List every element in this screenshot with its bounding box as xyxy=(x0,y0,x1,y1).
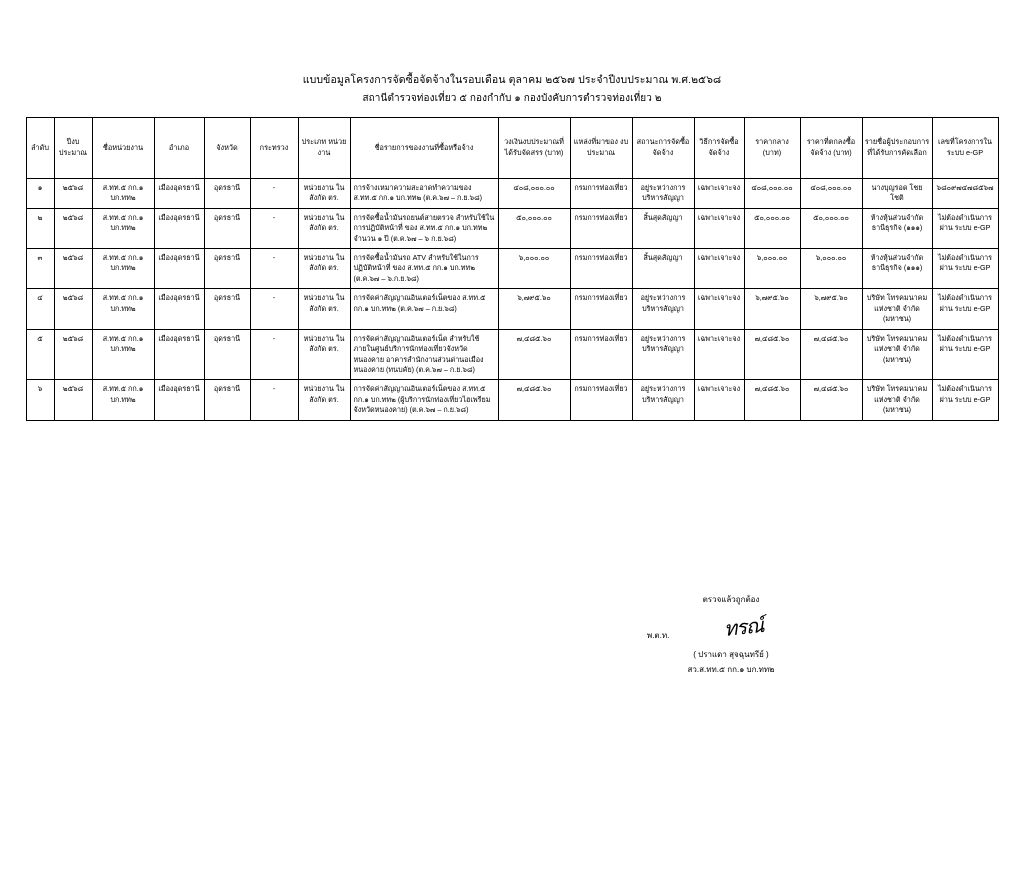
col-header-status: สถานะการจัดซื้อ จัดจ้าง xyxy=(632,117,694,178)
cell-method: เฉพาะเจาะจง xyxy=(694,329,744,380)
cell-fiscal-year: ๒๕๖๘ xyxy=(54,380,92,420)
cell-agency-type: หน่วยงาน ในสังกัด ตร. xyxy=(298,289,350,329)
page-subtitle: สถานีตำรวจท่องเที่ยว ๕ กองกำกับ ๑ กองบังคับการตำรวจท่องเที่ยว ๒ xyxy=(362,92,662,104)
signature-mark: ทรณ์ xyxy=(722,615,765,642)
cell-method: เฉพาะเจาะจง xyxy=(694,249,744,289)
cell-budget: ๕๐,๐๐๐.๐๐ xyxy=(498,208,570,248)
cell-ministry: - xyxy=(250,329,298,380)
procurement-table xyxy=(26,117,999,421)
cell-fiscal-year: ๒๕๖๘ xyxy=(54,329,92,380)
cell-fiscal-year: ๒๕๖๘ xyxy=(54,208,92,248)
cell-agency: ส.ทท.๕ กก.๑ บก.ทท๒ xyxy=(92,249,154,289)
cell-agency-type: หน่วยงาน ในสังกัด ตร. xyxy=(298,380,350,420)
cell-ministry: - xyxy=(250,178,298,208)
cell-status: อยู่ระหว่างการ บริหารสัญญา xyxy=(632,329,694,380)
col-header-item: ชื่อรายการของงานที่ซื้อหรือจ้าง xyxy=(350,117,498,178)
col-header-vendor: รายชื่อผู้ประกอบการที่ได้รับการคัดเลือก xyxy=(862,117,932,178)
table-row xyxy=(26,380,998,420)
cell-agency-type: หน่วยงาน ในสังกัด ตร. xyxy=(298,329,350,380)
cell-agreed-price: ๖,๗๙๕.๖๐ xyxy=(800,289,862,329)
col-header-ministry: กระทรวง xyxy=(250,117,298,178)
cell-budget-source: กรมการท่องเที่ยว xyxy=(570,178,632,208)
cell-budget-source: กรมการท่องเที่ยว xyxy=(570,249,632,289)
cell-item: การจัดค่าสัญญาณอินเตอร์เน็ตของ ส.ทท.๕ กก.๑ บก.ทท๒ (ผู้บริการนักท่องเที่ยวไฮเพรียม จังหวัดหนองคาย) (ต.ค.๖๗ – ก.ย.๖๘) xyxy=(350,380,498,420)
cell-status: สิ้นสุดสัญญา xyxy=(632,249,694,289)
col-header-district: อำเภอ xyxy=(154,117,204,178)
cell-method: เฉพาะเจาะจง xyxy=(694,208,744,248)
col-header-median-price: ราคากลาง (บาท) xyxy=(744,117,800,178)
col-header-no: ลำดับ xyxy=(26,117,54,178)
signature-rank: พ.ต.ท. xyxy=(646,631,670,641)
cell-fiscal-year: ๒๕๖๘ xyxy=(54,289,92,329)
cell-agreed-price: ๗,๔๘๕.๖๐ xyxy=(800,329,862,380)
page-title: แบบข้อมูลโครงการจัดซื้อจัดจ้างในรอบเดือน ตุลาคม ๒๕๖๗ ประจำปีงบประมาณ พ.ศ.๒๕๖๘ xyxy=(302,74,722,86)
cell-item: การจ้างเหมาความสะอาดทำความของ ส.ทท.๕ กก.๑ บก.ทท๒ (ต.ค.๖๗ – ก.ย.๖๘) xyxy=(350,178,498,208)
cell-item: การจัดค่าสัญญาณอินเตอร์เน็ต สำหรับใช้ภายในศูนย์บริการนักท่องเที่ยวจังหวัดหนองคาย อาคารสำนักงานส่วนด่านอเมืองหนองคาย (ทนบคัย) (ต.ค.๖๗ – ก.ย.๖๘) xyxy=(350,329,498,380)
cell-egp-no: ไม่ต้องดำเนินการผ่าน ระบบ e-GP xyxy=(932,208,998,248)
col-header-agency: ชื่อหน่วยงาน xyxy=(92,117,154,178)
cell-status: อยู่ระหว่างการ บริหารสัญญา xyxy=(632,380,694,420)
table-header-row xyxy=(26,117,998,178)
cell-district: เมืองอุดรธานี xyxy=(154,249,204,289)
cell-vendor: ห้างหุ้นส่วนจำกัด ธานีธุรกิจ (๑๑๑) xyxy=(862,249,932,289)
cell-no: ๔ xyxy=(26,289,54,329)
cell-median-price: ๔๐๘,๐๐๐.๐๐ xyxy=(744,178,800,208)
cell-fiscal-year: ๒๕๖๘ xyxy=(54,178,92,208)
document-title-block xyxy=(0,72,1024,107)
cell-budget: ๔๐๘,๐๐๐.๐๐ xyxy=(498,178,570,208)
cell-district: เมืองอุดรธานี xyxy=(154,208,204,248)
cell-budget-source: กรมการท่องเที่ยว xyxy=(570,329,632,380)
cell-agency: ส.ทท.๕ กก.๑ บก.ทท๒ xyxy=(92,329,154,380)
cell-budget-source: กรมการท่องเที่ยว xyxy=(570,208,632,248)
table-row xyxy=(26,178,998,208)
cell-egp-no: ไม่ต้องดำเนินการผ่าน ระบบ e-GP xyxy=(932,380,998,420)
cell-ministry: - xyxy=(250,289,298,329)
cell-agency: ส.ทท.๕ กก.๑ บก.ทท๒ xyxy=(92,380,154,420)
cell-egp-no: ไม่ต้องดำเนินการผ่าน ระบบ e-GP xyxy=(932,249,998,289)
cell-median-price: ๗,๔๘๕.๖๐ xyxy=(744,329,800,380)
cell-median-price: ๖,๗๙๕.๖๐ xyxy=(744,289,800,329)
cell-item: การจัดซื้อน้ำมันรถ ATV สำหรับใช้ในการปฏิบัติหน้าที่ ของ ส.ทท.๕ กก.๑ บก.ทท๒ (ต.ค.๖๗ – ๖.ก.ย.๖๘) xyxy=(350,249,498,289)
cell-agency-type: หน่วยงาน ในสังกัด ตร. xyxy=(298,208,350,248)
cell-ministry: - xyxy=(250,208,298,248)
col-header-egp-no: เลขที่โครงการใน ระบบ e-GP xyxy=(932,117,998,178)
cell-status: อยู่ระหว่างการ บริหารสัญญา xyxy=(632,289,694,329)
col-header-fiscal-year: ปีงบ ประมาณ xyxy=(54,117,92,178)
cell-egp-no: ๖๘๐๙๗๔๗๘๕๖๗ xyxy=(932,178,998,208)
cell-agreed-price: ๕๐,๐๐๐.๐๐ xyxy=(800,208,862,248)
table-row xyxy=(26,329,998,380)
col-header-agency-type: ประเภท หน่วยงาน xyxy=(298,117,350,178)
cell-vendor: ห้างหุ้นส่วนจำกัด ธานีธุรกิจ (๑๑๑) xyxy=(862,208,932,248)
cell-province: อุดรธานี xyxy=(204,380,250,420)
cell-province: อุดรธานี xyxy=(204,329,250,380)
cell-vendor: บริษัท โทรคมนาคม แห่งชาติ จำกัด (มหาชน) xyxy=(862,380,932,420)
cell-item: การจัดค่าสัญญาณอินเตอร์เน็ตของ ส.ทท.๕ กก.๑ บก.ทท๒ (ต.ค.๖๗ – ก.ย.๖๘) xyxy=(350,289,498,329)
col-header-agreed-price: ราคาที่ตกลงซื้อ จัดจ้าง (บาท) xyxy=(800,117,862,178)
cell-median-price: ๗,๔๘๕.๖๐ xyxy=(744,380,800,420)
cell-budget-source: กรมการท่องเที่ยว xyxy=(570,380,632,420)
cell-method: เฉพาะเจาะจง xyxy=(694,289,744,329)
cell-ministry: - xyxy=(250,380,298,420)
col-header-budget-source: แหล่งที่มาของ งบประมาณ xyxy=(570,117,632,178)
cell-no: ๕ xyxy=(26,329,54,380)
cell-method: เฉพาะเจาะจง xyxy=(694,178,744,208)
signature-name: ( ปราแดา สุจฉุนทรีย์ ) xyxy=(693,650,769,660)
cell-median-price: ๕๐,๐๐๐.๐๐ xyxy=(744,208,800,248)
cell-egp-no: ไม่ต้องดำเนินการผ่าน ระบบ e-GP xyxy=(932,289,998,329)
cell-budget-source: กรมการท่องเที่ยว xyxy=(570,289,632,329)
cell-district: เมืองอุดรธานี xyxy=(154,329,204,380)
cell-province: อุดรธานี xyxy=(204,249,250,289)
cell-agency: ส.ทท.๕ กก.๑ บก.ทท๒ xyxy=(92,208,154,248)
cell-agency: ส.ทท.๕ กก.๑ บก.ทท๒ xyxy=(92,178,154,208)
cell-item: การจัดซื้อน้ำมันรถยนต์สายตรวจ สำหรับใช้ในการปฏิบัติหน้าที่ ของ ส.ทท.๕ กก.๑ บก.ทท๒ จำนวน ๑ ปี (ต.ค.๖๗ – ๖ ก.ย.๖๘) xyxy=(350,208,498,248)
cell-vendor: นางบุญรอด โชยโชติ xyxy=(862,178,932,208)
cell-ministry: - xyxy=(250,249,298,289)
cell-no: ๒ xyxy=(26,208,54,248)
cell-district: เมืองอุดรธานี xyxy=(154,289,204,329)
signature-block xyxy=(616,592,846,678)
cell-agreed-price: ๗,๔๘๕.๖๐ xyxy=(800,380,862,420)
cell-egp-no: ไม่ต้องดำเนินการผ่าน ระบบ e-GP xyxy=(932,329,998,380)
cell-agency: ส.ทท.๕ กก.๑ บก.ทท๒ xyxy=(92,289,154,329)
cell-province: อุดรธานี xyxy=(204,178,250,208)
cell-budget: ๗,๔๘๕.๖๐ xyxy=(498,380,570,420)
col-header-method: วิธีการจัดซื้อ จัดจ้าง xyxy=(694,117,744,178)
col-header-province: จังหวัด xyxy=(204,117,250,178)
cell-agreed-price: ๔๐๘,๐๐๐.๐๐ xyxy=(800,178,862,208)
cell-agency-type: หน่วยงาน ในสังกัด ตร. xyxy=(298,178,350,208)
cell-no: ๓ xyxy=(26,249,54,289)
col-header-budget: วงเงินงบประมาณที่ได้รับจัดสรร (บาท) xyxy=(498,117,570,178)
cell-no: ๑ xyxy=(26,178,54,208)
cell-province: อุดรธานี xyxy=(204,208,250,248)
cell-agreed-price: ๖,๐๐๐.๐๐ xyxy=(800,249,862,289)
cell-budget: ๖,๐๐๐.๐๐ xyxy=(498,249,570,289)
cell-district: เมืองอุดรธานี xyxy=(154,178,204,208)
table-row xyxy=(26,208,998,248)
cell-status: อยู่ระหว่างการ บริหารสัญญา xyxy=(632,178,694,208)
signature-checked-label: ตรวจแล้วถูกต้อง xyxy=(702,595,760,604)
cell-district: เมืองอุดรธานี xyxy=(154,380,204,420)
table-row xyxy=(26,249,998,289)
signature-mark-row xyxy=(616,607,846,647)
table-row xyxy=(26,289,998,329)
cell-no: ๖ xyxy=(26,380,54,420)
cell-vendor: บริษัท โทรคมนาคม แห่งชาติ จำกัด (มหาชน) xyxy=(862,329,932,380)
cell-method: เฉพาะเจาะจง xyxy=(694,380,744,420)
signature-position: สว.ส.ทท.๕ กก.๑ บก.ทท๒ xyxy=(687,665,775,675)
cell-fiscal-year: ๒๕๖๘ xyxy=(54,249,92,289)
cell-vendor: บริษัท โทรคมนาคม แห่งชาติ จำกัด (มหาชน) xyxy=(862,289,932,329)
cell-budget: ๖,๗๙๕.๖๐ xyxy=(498,289,570,329)
cell-median-price: ๖,๐๐๐.๐๐ xyxy=(744,249,800,289)
cell-budget: ๗,๔๘๕.๖๐ xyxy=(498,329,570,380)
cell-status: สิ้นสุดสัญญา xyxy=(632,208,694,248)
cell-province: อุดรธานี xyxy=(204,289,250,329)
cell-agency-type: หน่วยงาน ในสังกัด ตร. xyxy=(298,249,350,289)
